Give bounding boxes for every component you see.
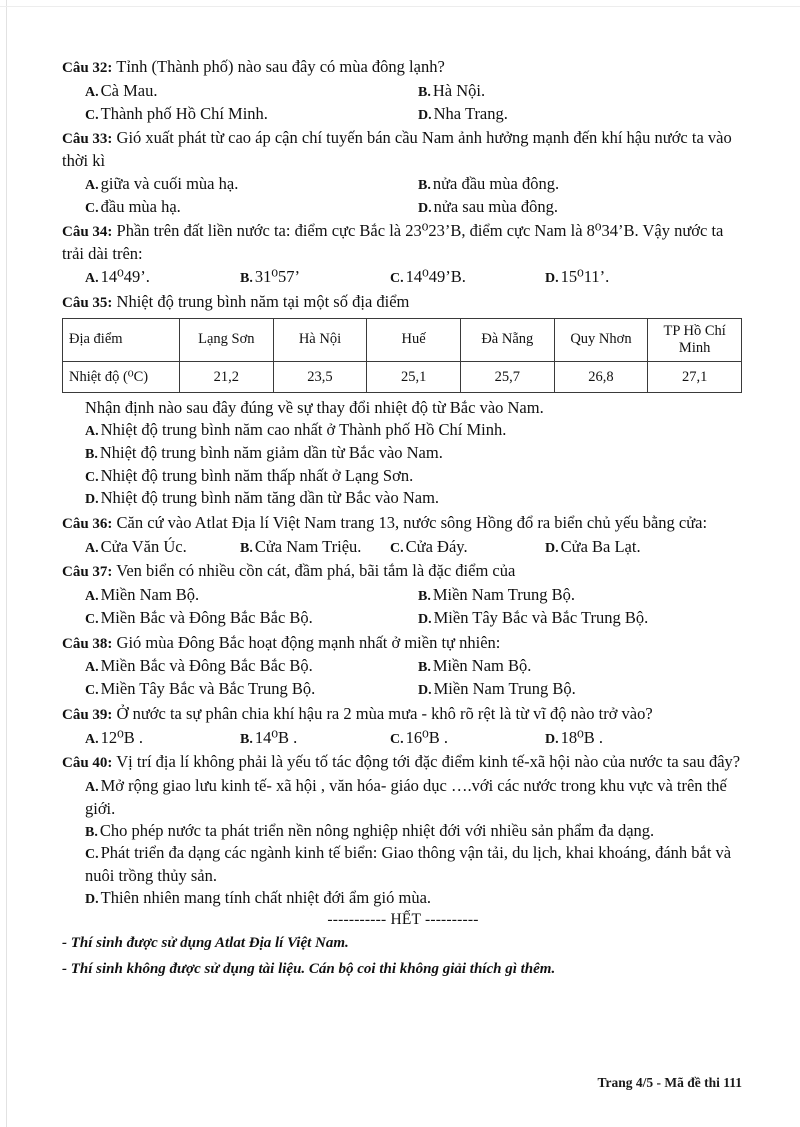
option-text: Nhiệt độ trung bình năm giảm dần từ Bắc vào Nam.	[99, 443, 443, 462]
option-text: giữa và cuối mùa hạ.	[100, 174, 239, 194]
option-text: 14⁰49’B.	[405, 267, 466, 287]
option-text: Nhiệt độ trung bình năm thấp nhất ở Lạng Sơn.	[100, 465, 414, 485]
question-36-stem-text: Căn cứ vào Atlat Địa lí Việt Nam trang 13, nước sông Hồng đổ ra biển chủ yếu bằng cửa:	[116, 512, 708, 532]
option-text: nửa sau mùa đông.	[433, 196, 559, 216]
question-40-options	[62, 775, 744, 909]
option-c[interactable]	[62, 842, 744, 887]
option-text: 14⁰49’.	[100, 267, 150, 287]
option-row	[62, 842, 744, 887]
question-33-stem	[62, 127, 744, 172]
option-row	[62, 465, 744, 488]
option-text: Miền Tây Bắc và Bắc Trung Bộ.	[433, 607, 649, 627]
option-letter: A.	[85, 780, 99, 796]
option-text: Miền Nam Bộ.	[100, 585, 200, 605]
option-c[interactable]	[390, 266, 545, 289]
option-row	[62, 266, 744, 289]
option-b[interactable]	[240, 727, 390, 750]
option-d[interactable]	[418, 196, 744, 219]
question-37-stem	[62, 560, 744, 583]
question-40-stem-text: Vị trí địa lí không phải là yếu tố tác động tới đặc điểm kinh tế-xã hội nào của nước ta sau đây?	[116, 752, 741, 772]
note-atlat: - Thí sinh được sử dụng Atlat Địa lí Việt Nam.	[62, 935, 349, 952]
table-header-cell: Huế	[367, 318, 461, 362]
option-text: Cho phép nước ta phát triển nền nông nghiệp nhiệt đới với nhiều sản phẩm đa dạng.	[99, 820, 655, 840]
table-header-cell: TP Hồ Chí Minh	[648, 318, 742, 362]
option-letter: B.	[240, 271, 253, 287]
option-letter: A.	[85, 731, 99, 747]
option-row	[62, 536, 744, 559]
option-letter: A.	[85, 540, 99, 556]
table-header-cell: Hà Nội	[273, 318, 367, 362]
question-35-stem	[62, 291, 744, 314]
table-cell: 23,5	[273, 362, 367, 393]
question-32	[62, 56, 744, 125]
option-row	[62, 775, 744, 820]
option-letter: C.	[390, 540, 404, 556]
option-b[interactable]	[240, 536, 390, 559]
note-no-materials: - Thí sinh không được sử dụng tài liệu. Cán bộ coi thi không giải thích gì thêm.	[62, 961, 556, 978]
question-38-stem	[62, 632, 744, 655]
table-cell: 25,1	[367, 362, 461, 393]
option-text: Miền Bắc và Đông Bắc Bắc Bộ.	[100, 607, 313, 627]
option-letter: A.	[85, 424, 99, 440]
option-b[interactable]	[418, 655, 744, 678]
option-d[interactable]	[62, 487, 744, 510]
option-text: Miền Nam Trung Bộ.	[432, 585, 575, 605]
option-row	[62, 584, 744, 607]
option-letter: B.	[240, 540, 253, 556]
option-text: Hà Nội.	[432, 80, 486, 100]
option-row	[62, 80, 744, 103]
question-40-stem	[62, 751, 744, 774]
question-35-options	[62, 419, 744, 509]
question-39-label: Câu 39:	[62, 706, 113, 723]
option-letter: C.	[85, 683, 99, 699]
option-a[interactable]	[62, 266, 240, 289]
option-a[interactable]	[62, 536, 240, 559]
option-text: Cửa Đáy.	[405, 536, 468, 556]
option-letter: D.	[418, 200, 432, 216]
question-35-sub-stem: Nhận định nào sau đây đúng về sự thay đổi nhiệt độ từ Bắc vào Nam.	[85, 398, 544, 418]
option-d[interactable]	[418, 607, 744, 630]
option-letter: A.	[85, 660, 99, 676]
option-text: nửa đầu mùa đông.	[432, 174, 560, 194]
table-header-cell: Địa điểm	[63, 318, 180, 362]
option-b[interactable]	[418, 80, 744, 103]
table-cell: 26,8	[554, 362, 648, 393]
question-content	[62, 56, 744, 985]
option-c[interactable]	[62, 196, 418, 219]
question-35-label: Câu 35:	[62, 294, 113, 311]
question-32-label: Câu 32:	[62, 60, 113, 76]
option-row	[62, 887, 744, 910]
option-letter: B.	[418, 589, 431, 605]
option-text: 12⁰B .	[100, 727, 143, 747]
question-37	[62, 560, 744, 629]
question-34-stem	[62, 220, 744, 265]
table-header-cell: Đà Nẵng	[460, 318, 554, 362]
option-row	[62, 607, 744, 630]
question-40-label: Câu 40:	[62, 755, 113, 772]
option-text: 15⁰11’.	[560, 267, 610, 287]
option-letter: D.	[85, 891, 99, 907]
question-34	[62, 220, 744, 288]
option-row	[62, 173, 744, 196]
option-b[interactable]	[240, 266, 390, 289]
scan-edge-left	[6, 0, 7, 1127]
option-letter: D.	[545, 271, 559, 287]
table-header-cell: Quy Nhơn	[554, 318, 648, 362]
question-37-options	[62, 584, 744, 629]
option-letter: A.	[85, 589, 99, 605]
option-row	[62, 655, 744, 678]
option-c[interactable]	[62, 103, 418, 126]
question-39	[62, 703, 744, 750]
option-a[interactable]	[62, 775, 744, 820]
option-b[interactable]	[418, 584, 744, 607]
option-row	[62, 419, 744, 442]
option-letter: C.	[85, 469, 99, 485]
question-33	[62, 127, 744, 218]
option-d[interactable]	[545, 727, 695, 750]
option-letter: D.	[418, 683, 432, 699]
option-row	[62, 196, 744, 219]
option-letter: A.	[85, 271, 99, 287]
option-b[interactable]	[62, 442, 744, 465]
question-33-stem-text: Gió xuất phát từ cao áp cận chí tuyến bán cầu Nam ảnh hưởng mạnh đến khí hậu nước ta vào thời kì	[62, 128, 732, 171]
question-34-label: Câu 34:	[62, 224, 113, 241]
option-letter: D.	[85, 492, 99, 508]
question-38-options	[62, 655, 744, 700]
question-38-label: Câu 38:	[62, 635, 113, 652]
option-letter: C.	[390, 271, 404, 287]
question-36-label: Câu 36:	[62, 515, 113, 532]
question-39-stem	[62, 703, 744, 726]
option-letter: B.	[418, 84, 431, 100]
option-c[interactable]	[62, 678, 418, 701]
option-letter: B.	[85, 824, 98, 840]
question-38-stem-text: Gió mùa Đông Bắc hoạt động mạnh nhất ở miền tự nhiên:	[116, 632, 501, 652]
option-text: Miền Bắc và Đông Bắc Bắc Bộ.	[100, 656, 313, 676]
option-letter: D.	[545, 731, 559, 747]
option-c[interactable]	[62, 465, 744, 488]
option-d[interactable]	[545, 266, 695, 289]
option-b[interactable]	[62, 820, 744, 843]
option-c[interactable]	[390, 727, 545, 750]
option-text: 16⁰B .	[405, 727, 448, 747]
option-text: đầu mùa hạ.	[100, 196, 181, 216]
question-36-options	[62, 536, 744, 559]
option-row	[62, 487, 744, 510]
end-marker: ----------- HẾT ----------	[327, 911, 479, 929]
table-row-label: Nhiệt độ (⁰C)	[63, 362, 180, 393]
option-letter: C.	[85, 200, 99, 216]
option-row	[62, 103, 744, 126]
option-letter: C.	[85, 611, 99, 627]
option-a[interactable]	[62, 173, 418, 196]
option-a[interactable]	[62, 80, 418, 103]
table-header-cell: Lạng Sơn	[180, 318, 274, 362]
option-text: Miền Nam Trung Bộ.	[433, 679, 576, 699]
option-letter: A.	[85, 84, 99, 100]
question-36	[62, 512, 744, 559]
option-text: Cửa Nam Triệu.	[254, 536, 362, 556]
option-letter: C.	[390, 731, 404, 747]
option-letter: B.	[418, 660, 431, 676]
option-text: Cà Mau.	[100, 80, 158, 100]
option-b[interactable]	[418, 173, 744, 196]
option-text: Cửa Ba Lạt.	[560, 536, 641, 556]
option-letter: D.	[545, 540, 559, 556]
option-a[interactable]	[62, 655, 418, 678]
question-35-stem-text: Nhiệt độ trung bình năm tại một số địa điểm	[116, 291, 410, 311]
table-cell: 21,2	[180, 362, 274, 393]
option-row	[62, 678, 744, 701]
option-text: 18⁰B .	[560, 727, 603, 747]
question-33-options	[62, 173, 744, 218]
question-34-options	[62, 266, 744, 289]
option-a[interactable]	[62, 584, 418, 607]
option-text: Miền Tây Bắc và Bắc Trung Bộ.	[100, 679, 316, 699]
option-text: Nha Trang.	[433, 103, 508, 123]
question-40	[62, 751, 744, 909]
option-letter: B.	[240, 731, 253, 747]
option-text: Nhiệt độ trung bình năm cao nhất ở Thành phố Hồ Chí Minh.	[100, 420, 507, 440]
option-row	[62, 727, 744, 750]
option-d[interactable]	[418, 103, 744, 126]
question-36-stem	[62, 512, 744, 535]
question-33-label: Câu 33:	[62, 131, 113, 148]
option-text: Miền Nam Bộ.	[432, 656, 532, 676]
option-letter: C.	[85, 847, 99, 863]
option-text: Phát triển đa dạng các ngành kinh tế biển: Giao thông vận tải, du lịch, khai khoáng, đánh bắt và nuôi trồng thủy sản.	[85, 843, 732, 885]
table-cell: 27,1	[648, 362, 742, 393]
option-text: 31⁰57’	[254, 267, 300, 287]
option-letter: B.	[85, 447, 98, 462]
question-32-stem-text: Tỉnh (Thành phố) nào sau đây có mùa đông lạnh?	[116, 57, 445, 76]
option-letter: D.	[418, 107, 432, 123]
option-d[interactable]	[545, 536, 695, 559]
option-a[interactable]	[62, 419, 744, 442]
question-38	[62, 632, 744, 701]
option-text: Thành phố Hồ Chí Minh.	[100, 103, 268, 123]
table-header-row	[63, 318, 742, 362]
option-d[interactable]	[62, 887, 744, 910]
option-c[interactable]	[62, 607, 418, 630]
option-text: Nhiệt độ trung bình năm tăng dần từ Bắc vào Nam.	[100, 488, 440, 508]
question-37-stem-text: Ven biển có nhiều cồn cát, đầm phá, bãi tắm là đặc điểm của	[116, 561, 516, 581]
option-c[interactable]	[390, 536, 545, 559]
option-letter: D.	[418, 611, 432, 627]
question-32-options	[62, 80, 744, 125]
option-text: Cửa Văn Úc.	[100, 536, 187, 556]
table-cell: 25,7	[460, 362, 554, 393]
question-34-stem-text: Phần trên đất liền nước ta: điểm cực Bắc là 23⁰23’B, điểm cực Nam là 8⁰34’B. Vậy nước ta trải dài trên:	[62, 221, 724, 264]
page-footer: Trang 4/5 - Mã đề thi 111	[597, 1075, 742, 1090]
question-37-label: Câu 37:	[62, 564, 113, 581]
question-35	[62, 291, 744, 510]
option-letter: C.	[85, 107, 99, 123]
option-d[interactable]	[418, 678, 744, 701]
option-letter: A.	[85, 178, 99, 194]
option-letter: B.	[418, 178, 431, 194]
question-39-stem-text: Ở nước ta sự phân chia khí hậu ra 2 mùa mưa - khô rõ rệt là từ vĩ độ nào trở vào?	[116, 703, 653, 723]
option-text: Mở rộng giao lưu kinh tế- xã hội , văn hóa- giáo dục ….với các nước trong khu vực và trên thế giới.	[85, 776, 727, 818]
scan-edge-top	[0, 6, 800, 7]
temperature-table	[62, 318, 742, 394]
option-a[interactable]	[62, 727, 240, 750]
option-text: Thiên nhiên mang tính chất nhiệt đới ẩm gió mùa.	[100, 887, 432, 907]
option-text: 14⁰B .	[254, 727, 298, 747]
option-row	[62, 820, 744, 843]
question-39-options	[62, 727, 744, 750]
question-32-stem	[62, 56, 744, 79]
table-data-row	[63, 362, 742, 393]
option-row	[62, 442, 744, 465]
